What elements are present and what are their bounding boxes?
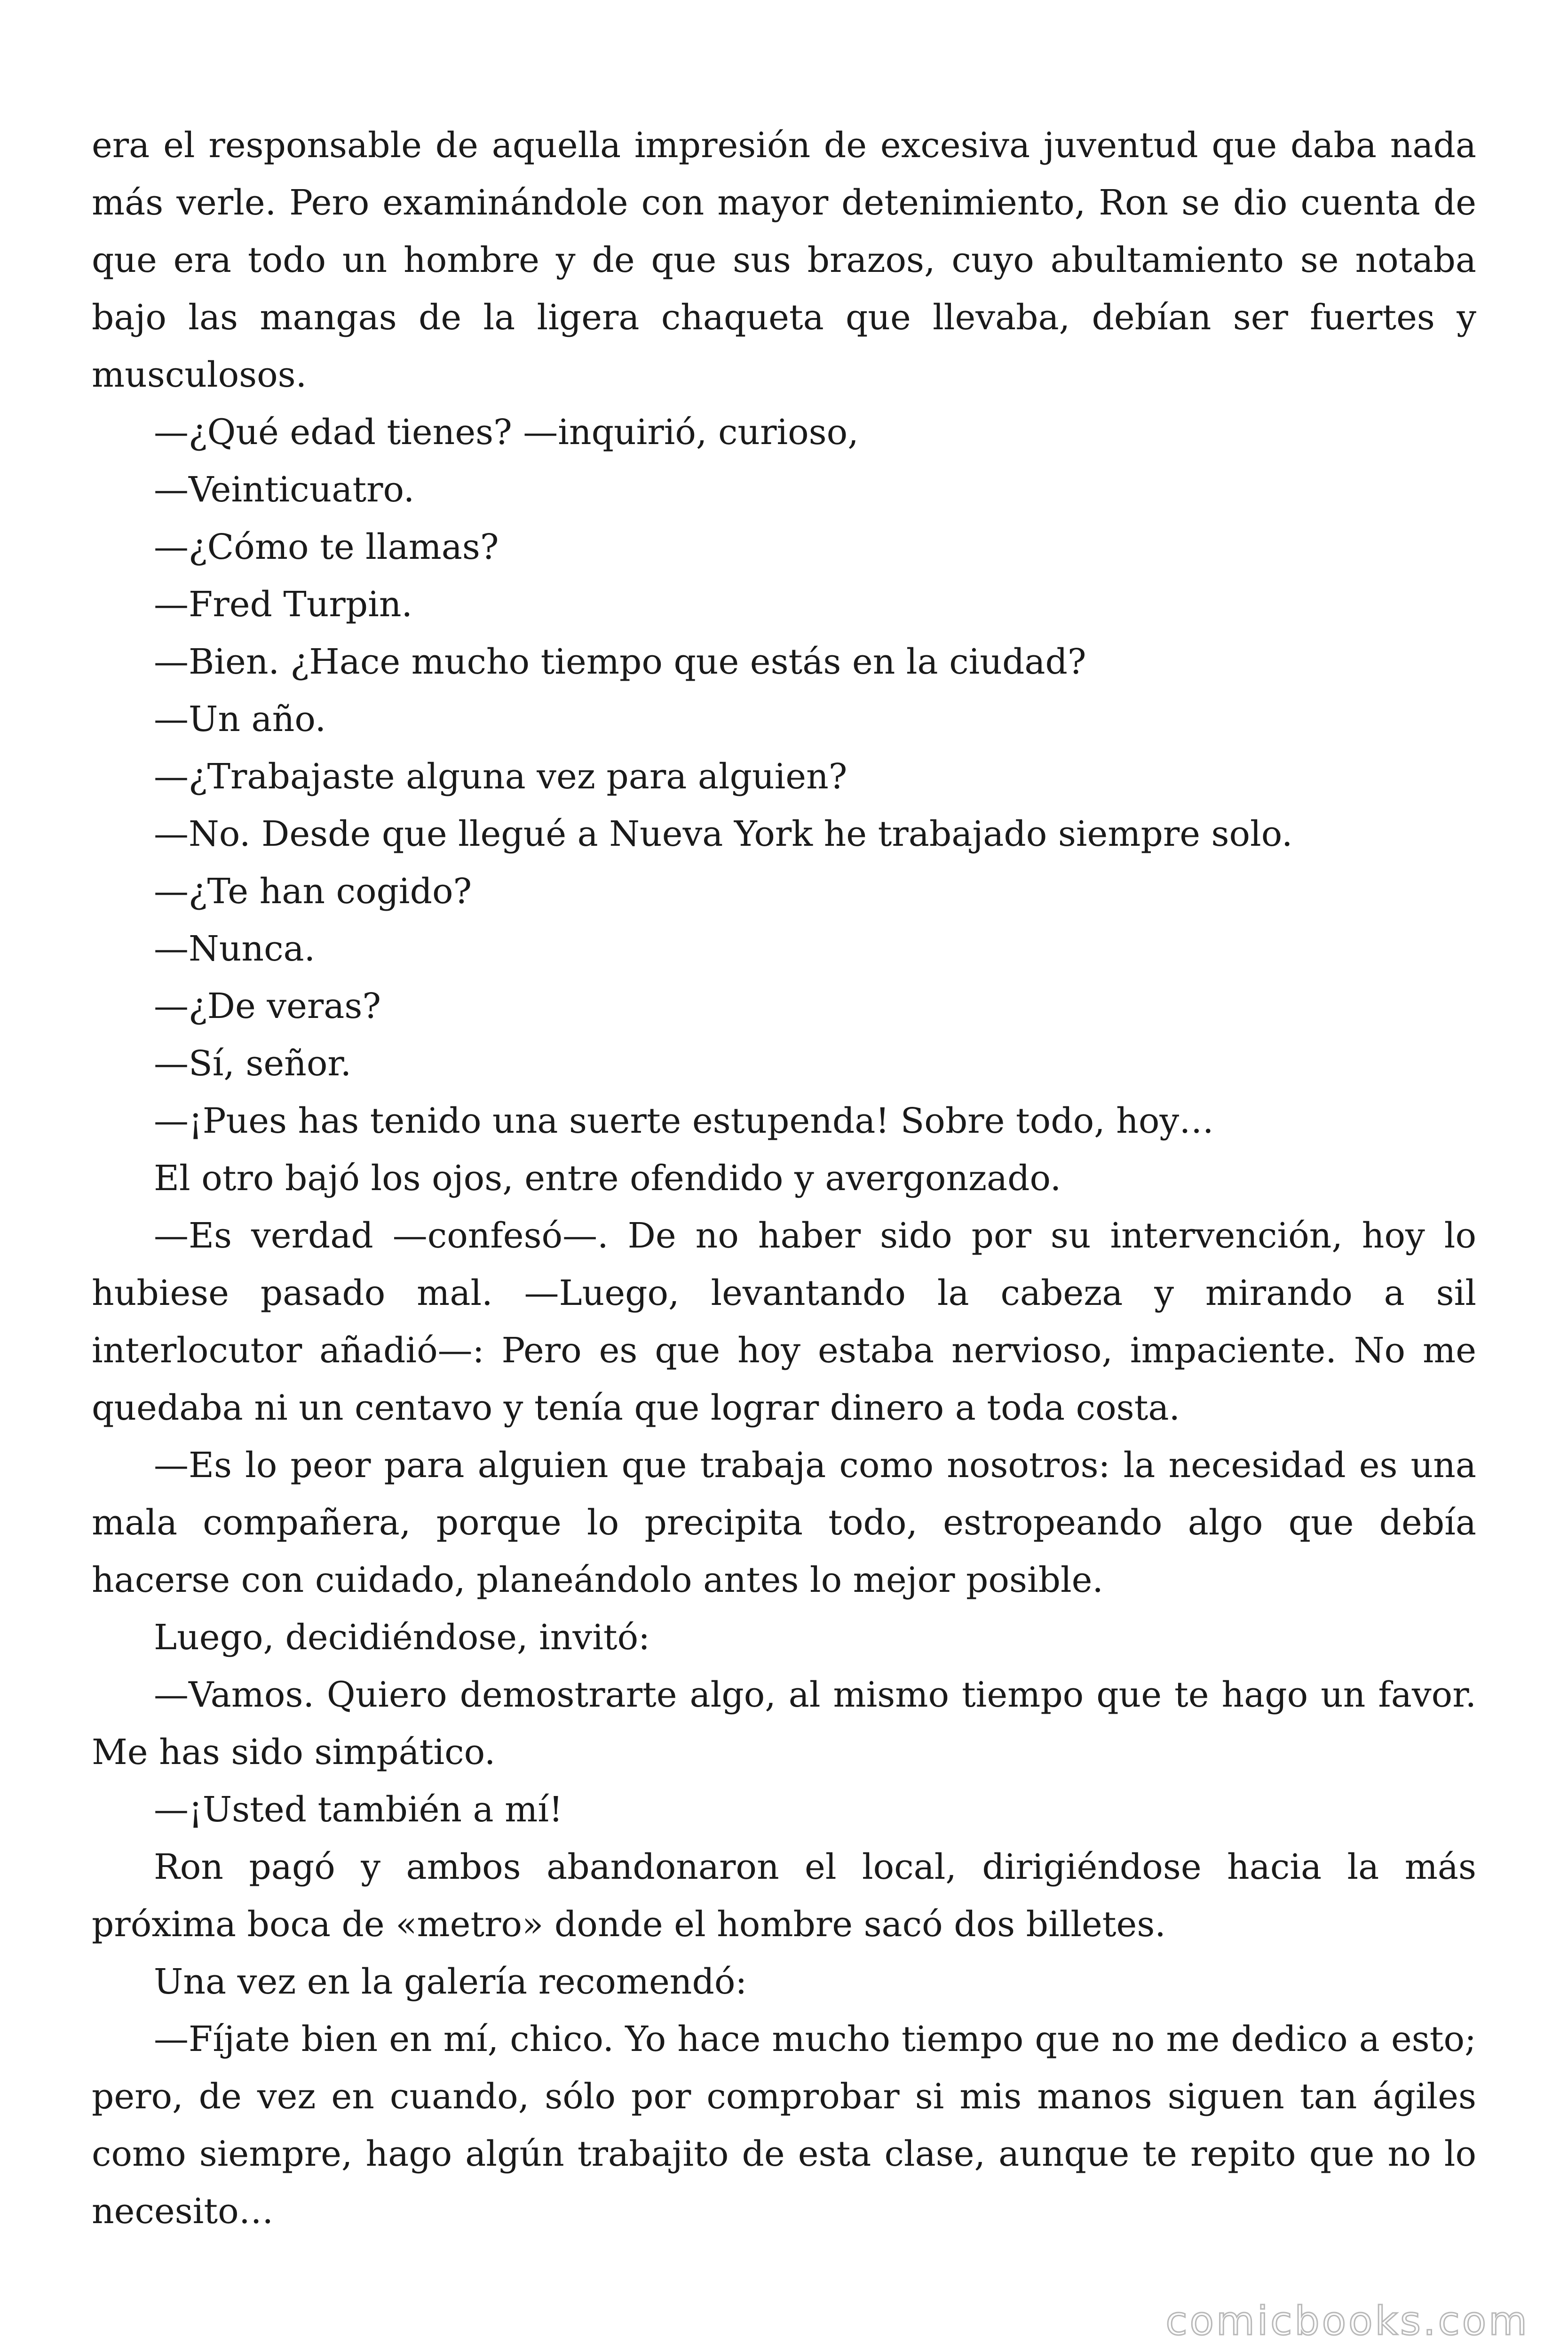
paragraph: —¿De veras? — [154, 986, 381, 1026]
paragraph: —Bien. ¿Hace mucho tiempo que estás en la ciudad? — [154, 642, 1086, 682]
watermark-text: comicbooks.com — [1165, 2298, 1529, 2344]
paragraph: —¿Trabajaste alguna vez para alguien? — [154, 756, 847, 797]
book-page-body — [92, 117, 1476, 2240]
paragraph: —Es lo peor para alguien que trabaja como nosotros: la necesidad es una mala compañera, porque lo precipita todo, estropeando algo que debía hacerse con cuidado, planeándolo antes lo mejor posible. — [92, 1445, 1476, 1600]
paragraph: —Sí, señor. — [154, 1043, 352, 1084]
paragraph: —¿Cómo te llamas? — [154, 527, 499, 567]
paragraph: —Vamos. Quiero demostrarte algo, al mismo tiempo que te hago un favor. Me has sido simpático. — [92, 1675, 1476, 1772]
paragraph: —¡Usted también a mí! — [154, 1789, 563, 1830]
paragraph: —Fred Turpin. — [154, 584, 413, 625]
paragraph: Luego, decidiéndose, invitó: — [154, 1617, 650, 1658]
paragraph: —Es verdad —confesó—. De no haber sido por su intervención, hoy lo hubiese pasado mal. —Luego, levantando la cabeza y mirando a sil interlocutor añadió—: Pero es que hoy estaba nervioso, impaciente. No me quedaba ni un centavo y tenía que lograr dinero a toda costa. — [92, 1216, 1476, 1428]
paragraph: —No. Desde que llegué a Nueva York he trabajado siempre solo. — [154, 814, 1293, 854]
paragraph: —¿Qué edad tienes? —inquirió, curioso, — [154, 412, 859, 453]
paragraph: era el responsable de aquella impresión de excesiva juventud que daba nada más verle. Pero examinándole con mayor detenimiento, Ron se dio cuenta de que era todo un hombre y de que sus brazos, cuyo abultamiento se notaba bajo las mangas de la ligera chaqueta que llevaba, debían ser fuertes y musculosos. — [92, 125, 1476, 395]
paragraph: Una vez en la galería recomendó: — [154, 1962, 747, 2002]
paragraph: —Un año. — [154, 699, 326, 739]
paragraph: —Fíjate bien en mí, chico. Yo hace mucho tiempo que no me dedico a esto; pero, de vez en cuando, sólo por comprobar si mis manos siguen tan ágiles como siempre, hago algún trabajito de esta clase, aunque te repito que no lo necesito… — [92, 2019, 1476, 2232]
paragraph: —¿Te han cogido? — [154, 871, 472, 912]
paragraph: El otro bajó los ojos, entre ofendido y avergonzado. — [154, 1158, 1061, 1199]
paragraph: —Veinticuatro. — [154, 469, 415, 510]
paragraph: —Nunca. — [154, 929, 316, 969]
paragraph: —¡Pues has tenido una suerte estupenda! Sobre todo, hoy… — [154, 1101, 1214, 1141]
paragraph: Ron pagó y ambos abandonaron el local, dirigiéndose hacia la más próxima boca de «metro» donde el hombre sacó dos billetes. — [92, 1847, 1476, 1945]
